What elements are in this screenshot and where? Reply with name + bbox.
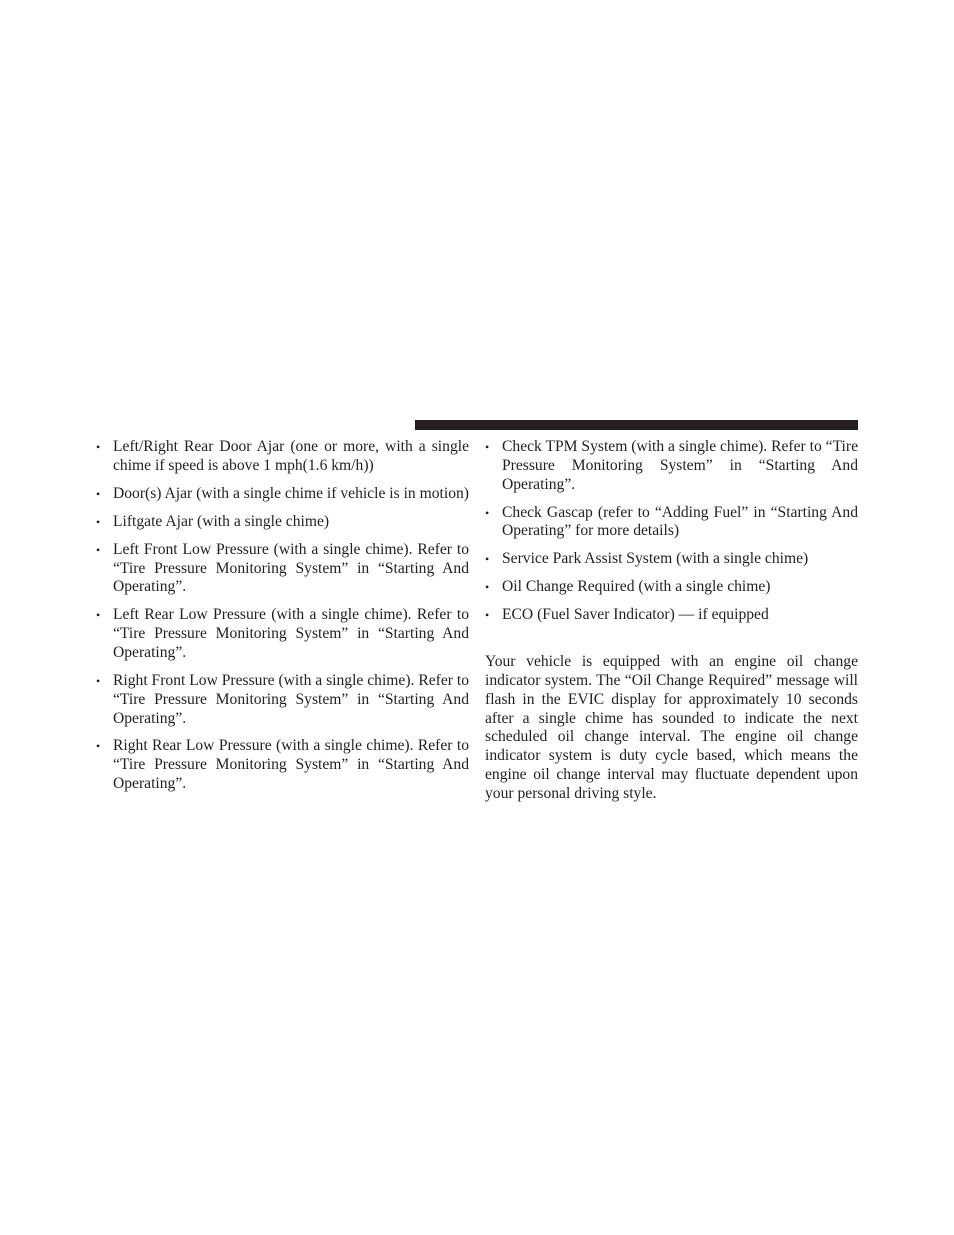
bullet-icon: •: [485, 552, 490, 567]
list-item: • Door(s) Ajar (with a single chime if vehicle is in motion): [96, 484, 469, 502]
header-rule: [415, 420, 858, 430]
bullet-icon: •: [96, 608, 101, 623]
bullet-icon: •: [96, 542, 101, 557]
bullet-icon: •: [485, 505, 490, 520]
right-column: [485, 438, 858, 804]
bullet-icon: •: [96, 673, 101, 688]
list-item: • Check TPM System (with a single chime). Refer to “Tire Pressure Monitoring System” in “Starting And Operating”.: [485, 438, 859, 493]
left-bullet-list: [96, 438, 469, 794]
list-item: • Left/Right Rear Door Ajar (one or more, with a single chime if speed is above 1 mph(1.6 km/h)): [96, 438, 469, 474]
bullet-icon: •: [96, 739, 101, 754]
bullet-icon: •: [485, 608, 490, 623]
bullet-icon: •: [485, 440, 490, 454]
list-item: • Left Front Low Pressure (with a single chime). Refer to “Tire Pressure Monitoring System” in “Starting And Operating”.: [96, 540, 469, 596]
list-item: • Right Rear Low Pressure (with a single chime). Refer to “Tire Pressure Monitoring System” in “Starting And Operating”.: [96, 737, 469, 793]
list-item: • Service Park Assist System (with a single chime): [485, 550, 809, 568]
list-item: • Left Rear Low Pressure (with a single chime). Refer to “Tire Pressure Monitoring System” in “Starting And Operating”.: [96, 606, 469, 661]
list-item: • Check Gascap (refer to “Adding Fuel” in “Starting And Operating” for more details): [485, 503, 858, 540]
bullet-icon: •: [96, 440, 101, 454]
list-item: • Right Front Low Pressure (with a single chime). Refer to “Tire Pressure Monitoring System” in “Starting And Operating”.: [96, 671, 469, 727]
list-item: • Oil Change Required (with a single chime): [485, 578, 771, 596]
oil-change-paragraph: Your vehicle is equipped with an engine oil change indicator system. The “Oil Change Required” message will flash in the EVIC display for approximately 10 seconds after a single chime has sounded to indicate the next scheduled oil change interval. The engine oil change indicator system is duty cycle based, which means the engine oil change interval may fluctuate dependent upon your personal driving style.: [485, 653, 858, 802]
left-column: [96, 438, 469, 803]
bullet-icon: •: [96, 486, 101, 501]
list-item: • Liftgate Ajar (with a single chime): [96, 512, 330, 530]
bullet-icon: •: [96, 514, 101, 529]
bullet-icon: •: [485, 580, 490, 595]
list-item: • ECO (Fuel Saver Indicator) — if equipped: [485, 606, 769, 624]
right-bullet-list: [485, 438, 858, 625]
